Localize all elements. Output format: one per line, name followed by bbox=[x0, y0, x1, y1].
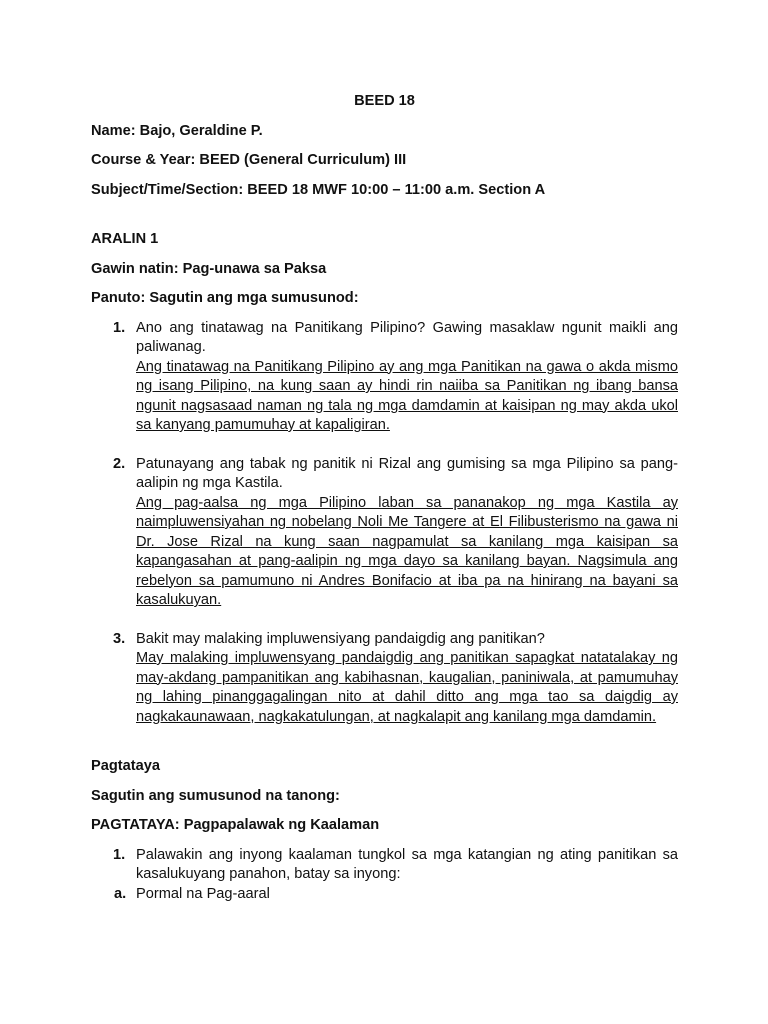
question-list bbox=[91, 319, 678, 728]
spacer bbox=[91, 436, 678, 455]
question-number: 3. bbox=[113, 630, 126, 647]
question-item-3 bbox=[91, 630, 678, 728]
item-text: Palawakin ang inyong kaalaman tungkol sa mga katangian ng ating panitikan sa kasalukuyang panahon, batay sa inyong: bbox=[136, 846, 678, 882]
sub-item-a bbox=[91, 885, 678, 905]
aralin-title: ARALIN 1 bbox=[91, 231, 159, 247]
pagtataya-heading: PAGTATAYA: Pagpapalawak ng Kaalaman bbox=[91, 817, 380, 833]
question-number: 1. bbox=[113, 319, 126, 336]
pagtataya-instruction: Sagutin ang sumusunod na tanong: bbox=[91, 787, 340, 804]
item-number: 1. bbox=[113, 846, 126, 863]
sub-item-letter: a. bbox=[114, 885, 127, 902]
subject-time-section: Subject/Time/Section: BEED 18 MWF 10:00 – 11:00 a.m. Section A bbox=[91, 181, 546, 198]
question-text: Bakit may malaking impluwensiyang pandaigdig ang panitikan? bbox=[136, 630, 545, 647]
pagtataya-title: Pagtataya bbox=[91, 758, 160, 774]
question-item-2 bbox=[91, 455, 678, 611]
answer-text: Ang pag-aalsa ng mga Pilipino laban sa pananakop ng mga Kastila ay naimpluwensiyahan ng nobelang Noli Me Tangere at El Filibusterismo na gawa ni Dr. Jose Rizal na kung saan nagpamulat sa kanilang mga kaisipan sa kapangasahan at pang-aalipin ng mga dayo sa kanilang bayan. Nagsimula ang rebelyon sa pamumuno ni Andres Bonifacio at iba pa na hinirang na bayani sa kasalukuyan. bbox=[136, 494, 678, 608]
panuto: Panuto: Sagutin ang mga sumusunod: bbox=[91, 290, 359, 306]
question-text: Patunayang ang tabak ng panitik ni Rizal ang gumising sa mga Pilipino sa pang-aalipin ng mga Kastila. bbox=[136, 455, 678, 491]
answer-text: May malaking impluwensyang pandaigdig ang panitikan sapagkat natatalakay ng may-akdang pampanitikan ang kabihasnan, kaugalian, paniniwala, at pamumuhay ng lahing pinanggagalingan nito at dahil ditto ang mga tao sa daigdig ay nagkakaunawaan, nagkakatulungan, at nagkalapit ang kanilang mga damdamin. bbox=[136, 650, 678, 725]
answer-text: Ang tinatawag na Panitikang Pilipino ay ang mga Panitikan na gawa o akda mismo ng isang Pilipino, na kung saan ay hindi rin naiiba sa Panitikan ng ibang bansa ngunit nagsasaad naman ng tala ng mga damdamin at kaisipan ng may akda ukol sa kanyang pamumuhay at kapaligiran. bbox=[136, 358, 678, 433]
pagtataya-list bbox=[91, 846, 678, 905]
spacer bbox=[91, 611, 678, 630]
gawin-natin: Gawin natin: Pag-unawa sa Paksa bbox=[91, 260, 327, 277]
question-number: 2. bbox=[113, 455, 126, 472]
sub-item-text: Pormal na Pag-aaral bbox=[136, 885, 270, 902]
question-item-1 bbox=[91, 319, 678, 436]
document-page bbox=[91, 92, 678, 904]
document-title: BEED 18 bbox=[354, 93, 415, 109]
student-name: Name: Bajo, Geraldine P. bbox=[91, 122, 263, 139]
course-year: Course & Year: BEED (General Curriculum) III bbox=[91, 152, 407, 168]
question-text: Ano ang tinatawag na Panitikang Pilipino? Gawing masaklaw ngunit maikli ang paliwanag. bbox=[136, 319, 678, 355]
pagtataya-item-1 bbox=[91, 846, 678, 905]
